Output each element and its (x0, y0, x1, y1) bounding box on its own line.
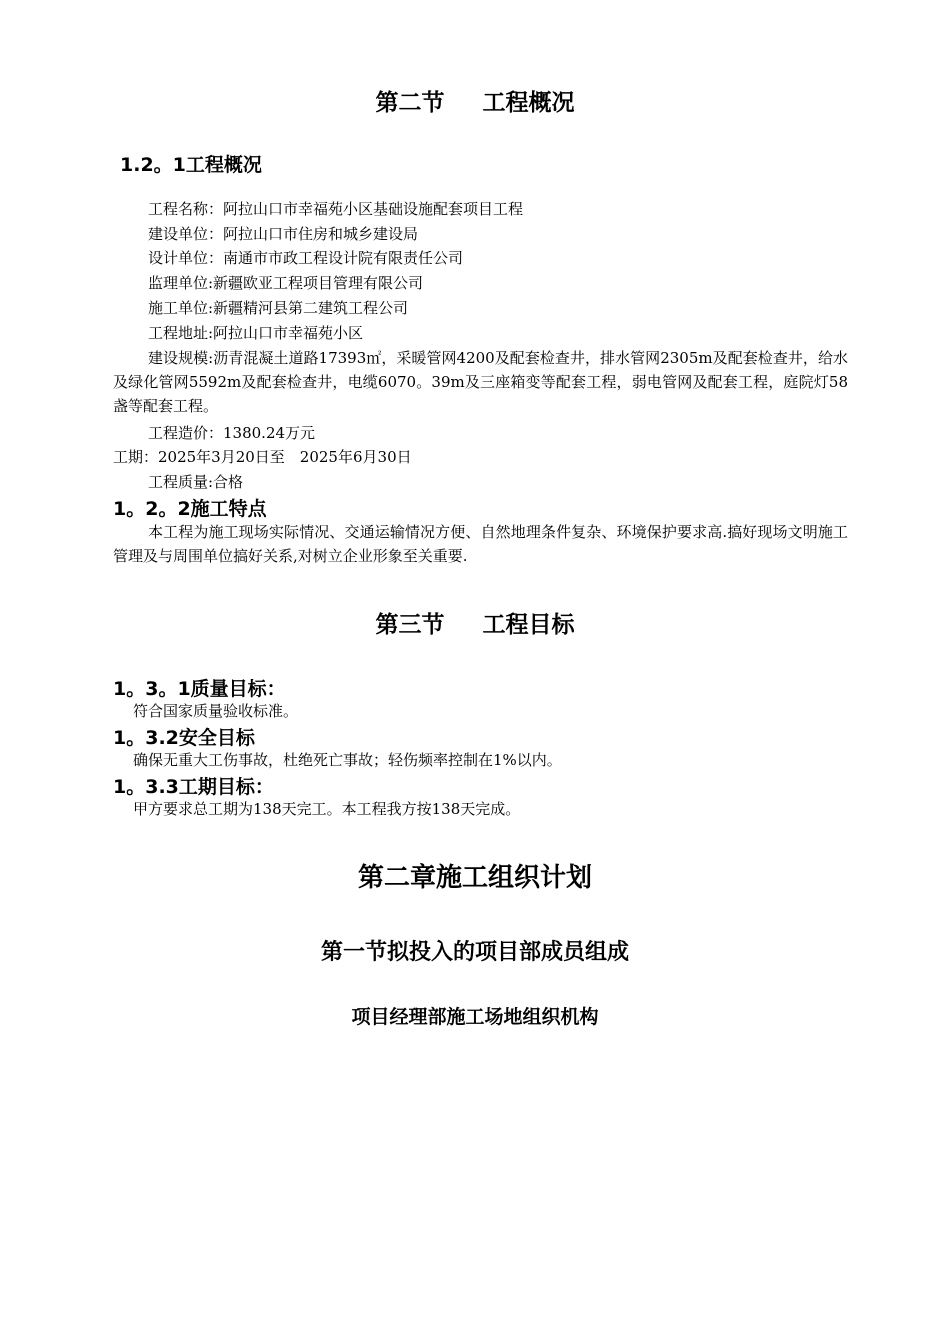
chapter-title: 第二章施工组织计划 (357, 863, 592, 893)
section-number: 第三节 (375, 612, 445, 638)
section-name: 工程目标 (482, 612, 575, 638)
org-chart-title: 项目经理部施工场地组织机构 (351, 1006, 599, 1028)
safety-goal-heading: 1。3.2安全目标 (113, 727, 255, 749)
section-title-overview (0, 84, 950, 117)
address-line: 工程地址:阿拉山口市幸福苑小区 (148, 324, 364, 342)
supervisor-line: 监理单位:新疆欧亚工程项目管理有限公司 (148, 274, 424, 292)
schedule-goal-text: 甲方要求总工期为138天完工。本工程我方按138天完成。 (133, 800, 521, 818)
designer-line: 设计单位：南通市市政工程设计院有限责任公司 (148, 249, 464, 267)
quality-goal-heading: 1。3。1质量目标： (113, 678, 286, 700)
schedule-goal-heading: 1。3.3工期目标： (113, 776, 274, 798)
subsection-heading-overview: 1.2。1工程概况 (120, 154, 262, 176)
section-title-team: 第一节拟投入的项目部成员组成 (320, 940, 629, 965)
quality-goal-text: 符合国家质量验收标准。 (133, 702, 299, 720)
contractor-line: 施工单位:新疆精河县第二建筑工程公司 (148, 299, 409, 317)
features-paragraph: 本工程为施工现场实际情况、交通运输情况方便、自然地理条件复杂、环境保护要求高.搞好现场文明施工管理及与周围单位搞好关系,对树立企业形象至关重要. (113, 523, 848, 565)
period-line: 工期：2025年3月20日至 2025年6月30日 (113, 448, 412, 466)
subsection-heading-features: 1。2。2施工特点 (113, 498, 267, 520)
section-name: 工程概况 (482, 90, 575, 116)
owner-line: 建设单位：阿拉山口市住房和城乡建设局 (148, 225, 419, 243)
section-number: 第二节 (375, 90, 445, 116)
safety-goal-text: 确保无重大工伤事故，杜绝死亡事故；轻伤频率控制在1%以内。 (133, 751, 562, 769)
cost-line: 工程造价：1380.24万元 (148, 424, 316, 442)
section-title-goals (0, 606, 950, 639)
quality-line: 工程质量:合格 (148, 473, 244, 491)
project-name-line: 工程名称：阿拉山口市幸福苑小区基础设施配套项目工程 (148, 200, 524, 218)
scale-paragraph: 建设规模:沥青混凝土道路17393㎡，采暖管网4200及配套检查井，排水管网2305m及配套检查井，给水及绿化管网5592m及配套检查井，电缆6070。39m及三座箱变等配套工程，弱电管网及配套工程，庭院灯58盏等配套工程。 (113, 349, 848, 415)
